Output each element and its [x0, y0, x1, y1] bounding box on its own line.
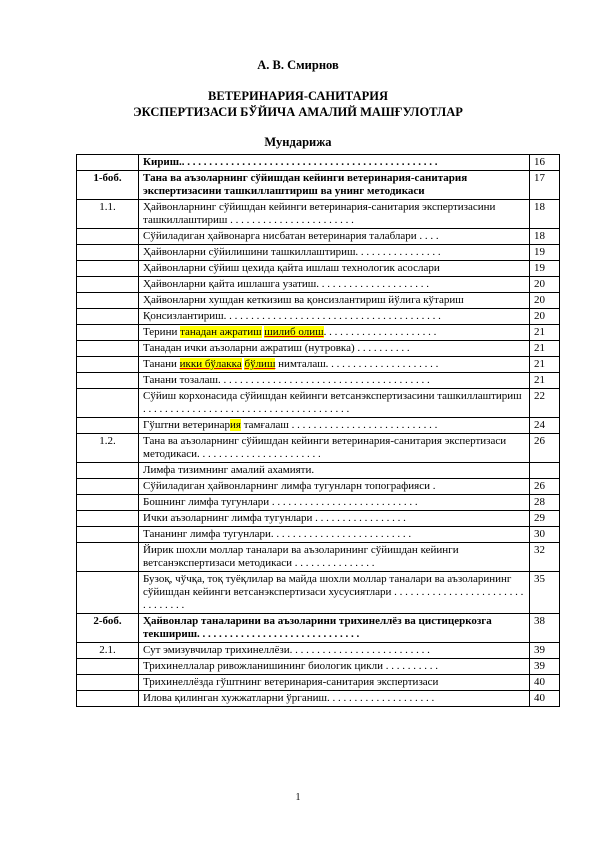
toc-number [77, 675, 139, 691]
toc-row [77, 495, 560, 511]
toc-page: 40 [530, 691, 560, 707]
toc-entry: Тана ва аъзоларнинг сўйишдан кейинги ветеринария-санитария экспертизаси методикаси. . . . . . . . . . . . . . . . . . . . . . . [139, 434, 530, 463]
toc-number: 1.1. [77, 200, 139, 229]
toc-entry: Сут эмизувчилар трихинеллёзи. . . . . . . . . . . . . . . . . . . . . . . . . . [139, 643, 530, 659]
toc-row [77, 434, 560, 463]
toc-page: 22 [530, 389, 560, 418]
toc-number [77, 479, 139, 495]
toc-page: 40 [530, 675, 560, 691]
toc-page: 39 [530, 643, 560, 659]
toc-row [77, 373, 560, 389]
toc-number [77, 155, 139, 171]
toc-number [77, 511, 139, 527]
toc-page: 32 [530, 543, 560, 572]
toc-entry: Ҳайвонларнинг сўйишдан кейинги ветеринария-санитария экспертизасини ташкиллаштириш . . . . . . . . . . . . . . . . . . . . . . . [139, 200, 530, 229]
toc-row [77, 309, 560, 325]
toc-entry: Илова қилинган хужжатларни ўрганиш. . . . . . . . . . . . . . . . . . . . [139, 691, 530, 707]
toc-row [77, 479, 560, 495]
toc-number [77, 245, 139, 261]
toc-page: 18 [530, 229, 560, 245]
toc-number [77, 527, 139, 543]
toc-page: 16 [530, 155, 560, 171]
toc-number [77, 357, 139, 373]
highlighted-text: ия [230, 419, 241, 431]
toc-page: 19 [530, 245, 560, 261]
toc-row [77, 691, 560, 707]
toc-row [77, 511, 560, 527]
toc-entry: Қонсизлантириш. . . . . . . . . . . . . . . . . . . . . . . . . . . . . . . . . . . . . . . . [139, 309, 530, 325]
toc-number [77, 373, 139, 389]
toc-row [77, 171, 560, 200]
toc-row [77, 463, 560, 479]
entry-text: Гўштни ветеринар [143, 419, 231, 431]
toc-entry: Тана ва аъзоларнинг сўйишдан кейинги ветеринария-санитария экспертизасини ташкиллаштириш ва унинг методикаси [139, 171, 530, 200]
toc-entry: Танадан ички аъзоларни ажратиш (нутровка) . . . . . . . . . . [139, 341, 530, 357]
toc-page: 21 [530, 373, 560, 389]
toc-page: 38 [530, 614, 560, 643]
toc-page: 19 [530, 261, 560, 277]
book-title [0, 88, 596, 120]
toc-row [77, 572, 560, 614]
entry-text: Терини [143, 326, 181, 338]
toc-row [77, 200, 560, 229]
toc-entry: Бузоқ, чўчқа, тоқ туёқлилар ва майда шохли моллар таналари ва аъзоларининг сўйишдан кейинги ветсанэкспертизаси хусусиятлари . . . . . . . . . . . . . . . . . . . . . . . . . . . . . . . . [139, 572, 530, 614]
toc-number [77, 418, 139, 434]
toc-entry: Танани тозалаш. . . . . . . . . . . . . . . . . . . . . . . . . . . . . . . . . . . . . . . [139, 373, 530, 389]
toc-number [77, 229, 139, 245]
toc-page: 35 [530, 572, 560, 614]
toc-entry [139, 418, 530, 434]
entry-leader: тамғалаш . . . . . . . . . . . . . . . . . . . . . . . . . . . [240, 419, 438, 431]
toc-row [77, 293, 560, 309]
toc-entry: Ҳайвонларни хушдан кеткизиш ва қонсизлантириш йўлига кўтариш [139, 293, 530, 309]
toc-page: 26 [530, 479, 560, 495]
toc-row [77, 245, 560, 261]
toc-number: 1.2. [77, 434, 139, 463]
toc-row [77, 277, 560, 293]
toc-number [77, 495, 139, 511]
toc-page: 20 [530, 309, 560, 325]
toc-row [77, 614, 560, 643]
toc-page: 21 [530, 341, 560, 357]
entry-leader: . . . . . . . . . . . . . . . . . . . . . [323, 326, 437, 338]
entry-leader: нимталаш. . . . . . . . . . . . . . . . . . . . . [275, 358, 439, 370]
toc-entry: Ҳайвонларни сўйиш цехида қайта ишлаш технологик асослари [139, 261, 530, 277]
toc-row [77, 543, 560, 572]
toc-entry: Сўйиладиган ҳайвонарга нисбатан ветеринария талаблари . . . . [139, 229, 530, 245]
toc-entry: Бошнинг лимфа тугунлари . . . . . . . . . . . . . . . . . . . . . . . . . . . [139, 495, 530, 511]
toc-page: 21 [530, 357, 560, 373]
title-line-1: ВЕТЕРИНАРИЯ-САНИТАРИЯ [207, 89, 388, 103]
author-name: А. В. Смирнов [257, 58, 339, 72]
toc-page: 20 [530, 277, 560, 293]
toc-number: 1-боб. [77, 171, 139, 200]
highlighted-text: бўлиш [244, 358, 276, 370]
toc-number [77, 691, 139, 707]
toc-entry: Тананинг лимфа тугунлари. . . . . . . . . . . . . . . . . . . . . . . . . . [139, 527, 530, 543]
toc-page: 17 [530, 171, 560, 200]
toc-page: 39 [530, 659, 560, 675]
toc-number [77, 325, 139, 341]
toc-entry [139, 357, 530, 373]
toc-number [77, 572, 139, 614]
toc-entry: Трихинеллалар ривожланишининг биологик цикли . . . . . . . . . . [139, 659, 530, 675]
toc-row [77, 341, 560, 357]
toc-page [530, 463, 560, 479]
toc-entry: Сўйиш корхонасида сўйишдан кейинги ветсанэкспертизасини ташкиллаштириш . . . . . . . . . . . . . . . . . . . . . . . . . . . . . . . . . . . . . . [139, 389, 530, 418]
toc-entry [139, 325, 530, 341]
toc-row [77, 389, 560, 418]
toc-page: 18 [530, 200, 560, 229]
toc-entry: Ҳайвонларни сўйилишини ташкиллаштириш. . . . . . . . . . . . . . . . [139, 245, 530, 261]
toc-page: 24 [530, 418, 560, 434]
toc-page: 21 [530, 325, 560, 341]
toc-number [77, 277, 139, 293]
title-line-2: ЭКСПЕРТИЗАСИ БЎЙИЧА АМАЛИЙ МАШҒУЛОТЛАР [133, 105, 463, 119]
toc-number: 2.1. [77, 643, 139, 659]
toc-page: 29 [530, 511, 560, 527]
contents-heading: Мундарижа [264, 135, 332, 149]
toc-number [77, 659, 139, 675]
toc-row [77, 643, 560, 659]
toc-page: 20 [530, 293, 560, 309]
toc-row [77, 675, 560, 691]
toc-entry: Йирик шохли моллар таналари ва аъзоларининг сўйишдан кейинги ветсанэкспертизаси методикаси . . . . . . . . . . . . . . . [139, 543, 530, 572]
toc-entry: Сўйиладиган ҳайвонларнинг лимфа тугунларн топографияси . [139, 479, 530, 495]
highlighted-text: танадан ажратиш [180, 326, 262, 338]
toc-entry: Лимфа тизимнинг амалий ахамияти. [139, 463, 530, 479]
entry-text: Танани [143, 358, 180, 370]
toc-page: 30 [530, 527, 560, 543]
toc-entry: Кириш.. . . . . . . . . . . . . . . . . . . . . . . . . . . . . . . . . . . . . . . . . . . . . . . [139, 155, 530, 171]
toc-number [77, 341, 139, 357]
toc-row [77, 155, 560, 171]
toc-number [77, 293, 139, 309]
toc-number: 2-боб. [77, 614, 139, 643]
highlighted-text: шилиб олиш [264, 326, 324, 338]
toc-row [77, 261, 560, 277]
page-number: 1 [295, 792, 301, 803]
toc-row [77, 325, 560, 341]
toc-row [77, 418, 560, 434]
toc-number [77, 389, 139, 418]
toc-row [77, 229, 560, 245]
highlighted-text: икки бўлакка [179, 358, 242, 370]
toc-row [77, 659, 560, 675]
toc-number [77, 543, 139, 572]
toc-page: 26 [530, 434, 560, 463]
toc-entry: Ички аъзоларнинг лимфа тугунлари . . . . . . . . . . . . . . . . . [139, 511, 530, 527]
toc-page: 28 [530, 495, 560, 511]
toc-number [77, 309, 139, 325]
toc-row [77, 527, 560, 543]
toc-row [77, 357, 560, 373]
toc-number [77, 463, 139, 479]
table-of-contents [76, 154, 560, 707]
toc-entry: Трихинеллёзда гўштнинг ветеринария-санитария экспертизаси [139, 675, 530, 691]
toc-entry: Ҳайвонлар таналарини ва аъзоларини трихинеллёз ва цистицеркозга текшириш. . . . . . . . . . . . . . . . . . . . . . . . . . . . . . [139, 614, 530, 643]
toc-entry: Ҳайвонларни қайта ишлашга узатиш. . . . . . . . . . . . . . . . . . . . . [139, 277, 530, 293]
toc-number [77, 261, 139, 277]
